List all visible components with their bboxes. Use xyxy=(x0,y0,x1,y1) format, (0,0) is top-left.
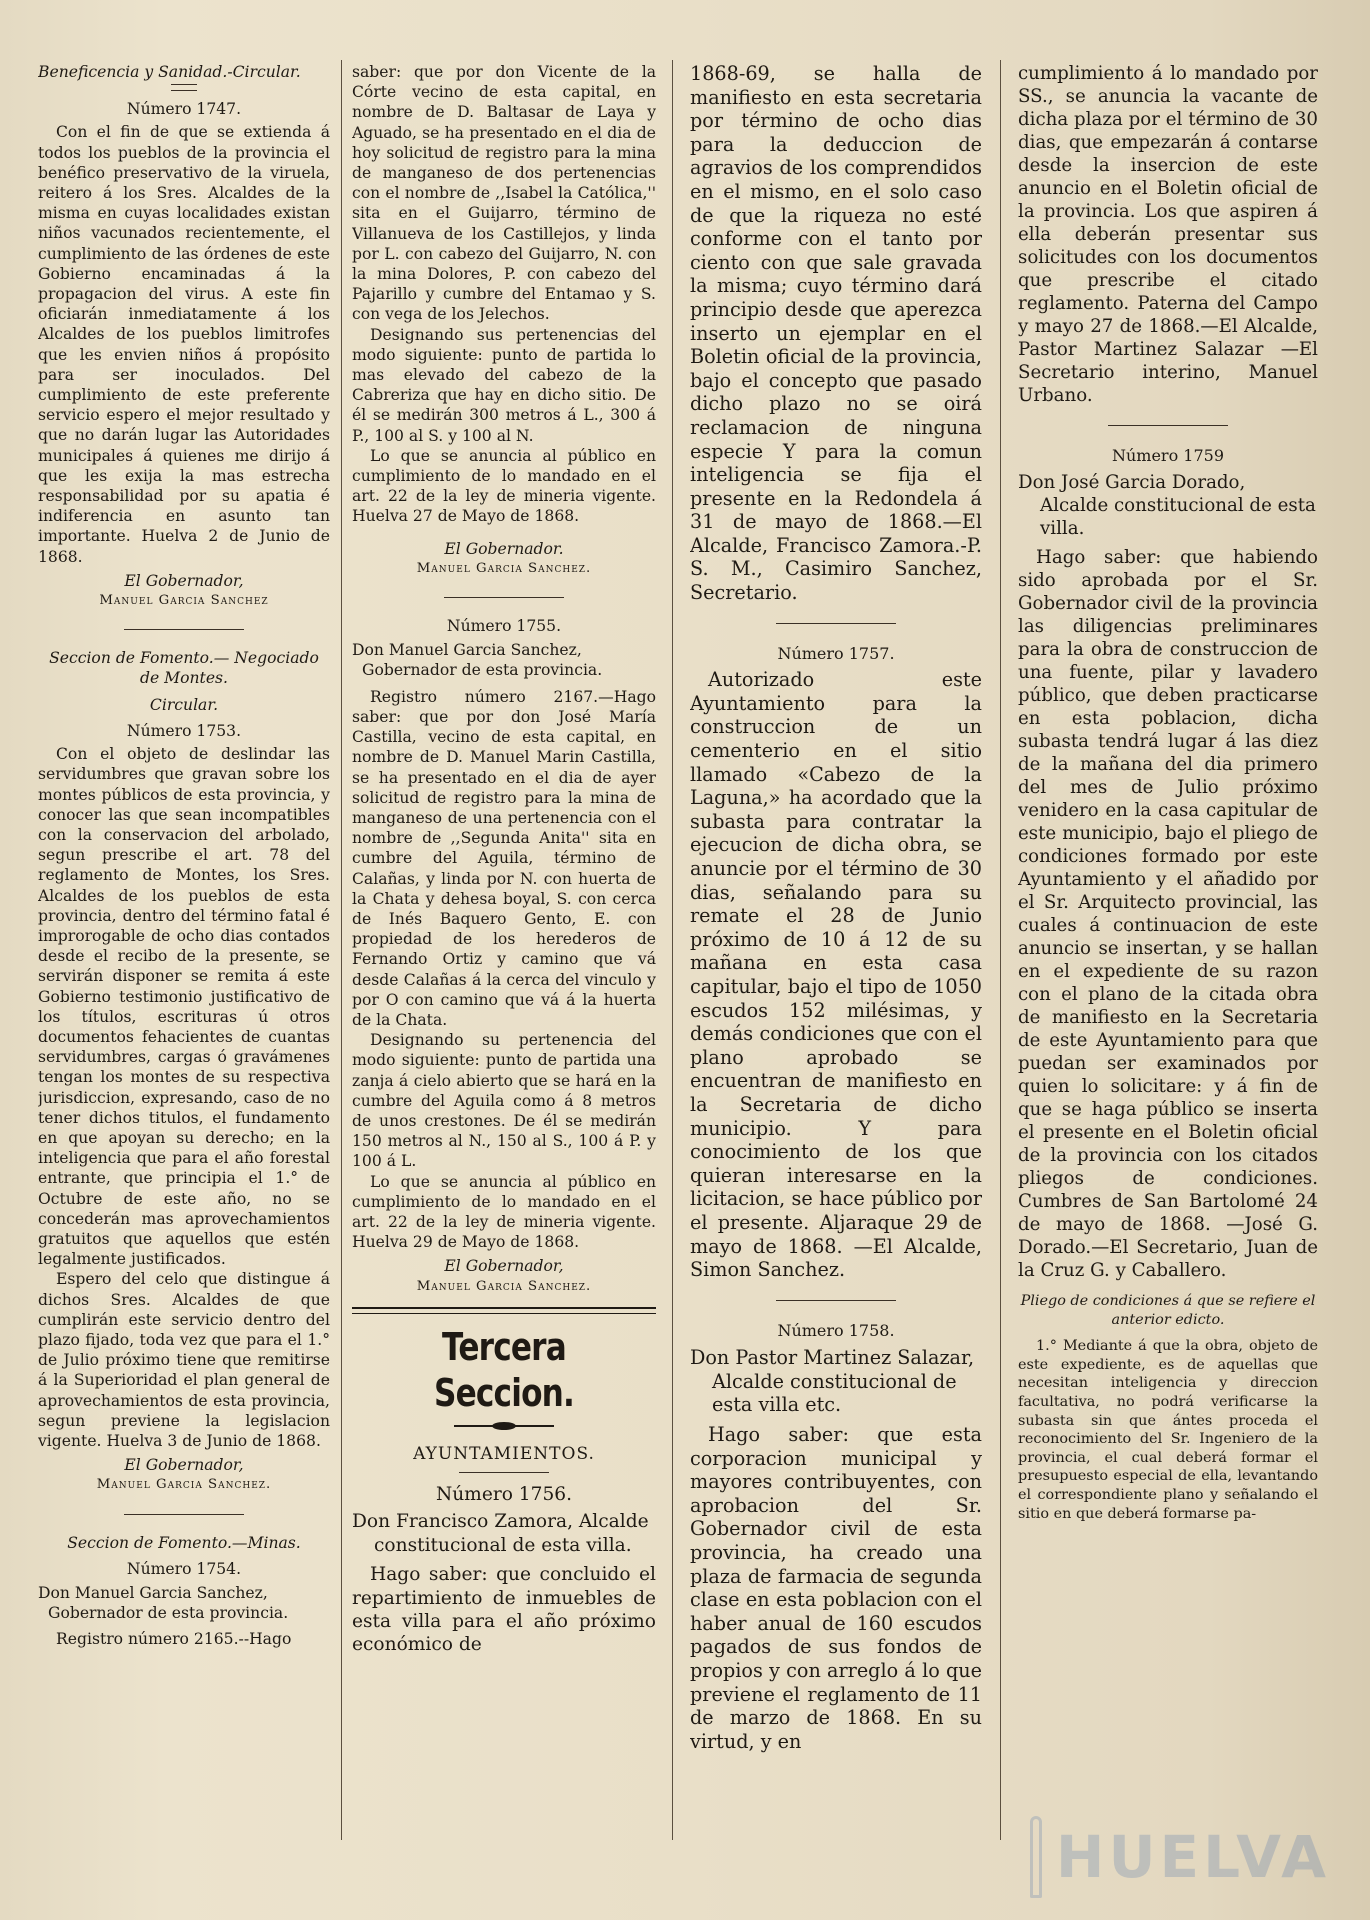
column-divider xyxy=(1000,60,1001,1840)
announcement-number: Número 1759 xyxy=(1111,446,1225,465)
announcement-body: Lo que se anuncia al público en cumplimiento de lo mandado en el art. 22 de la ley de mineria vigente. Huelva 29 de Mayo de 1868. xyxy=(352,1172,656,1252)
announcement-body: 1868-69, se halla de manifiesto en esta secretaria por término de ocho dias para la deduccion de agravios de los comprendidos en el mismo, en el solo caso de que la riqueza no esté conforme con el tanto por ciento con que sale gravada la misma; cuyo término dará principio desde que aperezca inserto un ejemplar en el Boletin oficial de la provincia, bajo el concepto que pasado dicho plazo no se oirá reclamacion de ninguna especie Y para la comun inteligencia se fija el presente en la Redondela á 31 de mayo de 1868.—El Alcalde, Francisco Zamora.-P. S. M., Casimiro Sanchez, Secretario. xyxy=(690,62,982,605)
announcement-body: Registro número 2165.--Hago xyxy=(56,1630,292,1649)
library-watermark xyxy=(1030,1812,1330,1902)
separator-rule xyxy=(124,1514,244,1515)
official-name: Don Francisco Zamora, Alcalde constitucional de esta villa. xyxy=(352,1511,649,1556)
double-rule xyxy=(171,84,197,91)
announcement-body: Registro número 2167.—Hago saber: que por don José María Castilla, vecino de esta capital, en nombre de D. Manuel Marin Castilla, se ha presentado en el dia de ayer solicitud de registro para la mina de manganeso de una pertenencia con el nombre de ,,Segunda Anita'' sita en cumbre del Aguila, término de Calañas, y linda por N. con huerta de la Chata y dehesa boyal, S. con cerca de Inés Baquero Gento, E. con propiedad de los herederos de Fernando Ortiz y camino que vá desde Calañas á la cerca del vinculo y por O con camino que vá á la huerta de la Chata. xyxy=(352,687,656,1029)
separator-rule xyxy=(1108,425,1228,426)
announcement-number: Número 1756. xyxy=(435,1483,573,1505)
section-rule xyxy=(352,1313,656,1314)
signature-title: El Gobernador, xyxy=(124,1456,244,1475)
announcement-number: Número 1754. xyxy=(126,1559,242,1578)
separator-rule xyxy=(124,629,244,630)
announcement-number: Número 1753. xyxy=(126,721,242,740)
section-rule xyxy=(352,1307,656,1309)
column-2 xyxy=(352,62,656,1902)
announcement-body: Espero del celo que distingue á dichos Sres. Alcaldes de que cumplirán este servicio dentro del plazo fijado, toda vez que para el 1.° de Julio próximo tiene que remitirse á la Superioridad el plan general de aprovechamientos de esta provincia, segun previene la legislacion vigente. Huelva 3 de Junio de 1868. xyxy=(38,1270,330,1450)
announcement-body: Con el fin de que se extienda á todos los pueblos de la provincia el benéfico preservativo de la viruela, reitero á los Sres. Alcaldes de la misma en cuyas localidades existan niños vacunados recientemente, el cumplimiento de las órdenes de este Gobierno encaminadas á la propagacion del virus. A este fin oficiarán inmediatamente á los Alcaldes de los pueblos limitrofes que les envien niños á propósito para ser inoculados. Del cumplimiento de este preferente servicio espero el mejor resultado y que no darán lugar las Autoridades municipales á quienes me dirijo á que les exija la mas estrecha responsabilidad por su apatia é indiferencia en asunto tan importante. Huelva 2 de Junio de 1868. xyxy=(38,123,330,566)
section-heading: Beneficencia y Sanidad.-Circular. xyxy=(38,63,301,81)
section-title: Tercera Seccion. xyxy=(433,1324,575,1415)
official-name: Don José Garcia Dorado, Alcalde constitucional de esta villa. xyxy=(1018,472,1316,539)
section-heading: Seccion de Fomento.—Minas. xyxy=(67,1533,301,1552)
announcement-body: Autorizado este Ayuntamiento para la construccion de un cementerio en el sitio llamado «Cabezo de la Laguna,» ha acordado que la subasta para contratar la ejecucion de dicha obra, se anuncie por el término de 30 dias, señalando para su remate el 28 de Junio próximo de 10 á 12 de su mañana en esta casa capitular, bajo el tipo de 1050 escudos 152 milésimas, y demás condiciones que con el plano aprobado se encuentran de manifiesto en la Secretaria de dicho municipio. Y para conocimiento de los que quieran interesarse en la licitacion, se hace público por el presente. Aljaraque 29 de mayo de 1868. —El Alcalde, Simon Sanchez. xyxy=(690,668,982,1282)
announcement-body: Designando sus pertenencias del modo siguiente: punto de partida lo mas elevado del cabezo de la Cabreriza que hay en dicho sitio. De él se medirán 300 metros á L., 300 á P., 100 al S. y 100 al N. xyxy=(352,325,656,445)
section-heading: Pliego de condiciones á que se refiere el anterior edicto. xyxy=(1020,1293,1316,1328)
announcement-body: saber: que por don Vicente de la Córte vecino de esta capital, en nombre de D. Baltasar de Laya y Aguado, se ha presentado en el dia de hoy solicitud de registro para la mina de manganeso de dos pertenencias con el nombre de ,,Isabel la Católica,'' sita en el Guijarro, término de Villanueva de los Castillejos, y linda por L. con cabezo del Guijarro, N. con la mina Dolores, P. con cabezo del Pajarillo y cumbre del Entamao y S. con vega de los Jelechos. xyxy=(352,63,656,324)
column-3 xyxy=(690,62,982,1902)
signature-title: El Gobernador, xyxy=(444,1257,564,1276)
announcement-body: Designando su pertenencia del modo siguiente: punto de partida una zanja á cielo abierto que se hará en la cumbre del Aguila como á 8 metros de unos crestones. De él se medirán 150 metros al N., 150 al S., 100 á P. y 100 á L. xyxy=(352,1031,656,1171)
separator-rule xyxy=(776,1300,896,1301)
announcement-number: Número 1755. xyxy=(446,617,562,636)
seal-icon xyxy=(1030,1816,1042,1898)
announcement-body: Con el objeto de deslindar las servidumbres que gravan sobre los montes públicos de esta provincia, y conocer las que sean incompatibles con la conservacion del arbolado, segun prescribe el art. 78 del reglamento de Montes, los Sres. Alcaldes de los pueblos de esta provincia, dentro del término fatal é improrogable de ocho dias contados desde el recibo de la presente, se servirán disponer se remita á este Gobierno testimonio justificativo de los títulos, escrituras ú otros documentos fehacientes de cuantas servidumbres, cargas ó gravámenes tengan los montes de su respectiva jurisdiccion, expresando, caso de no tener dichos titulos, el fundamento en que apoyan su derecho; en la inteligencia que para el año forestal entrante, que principia el 1.° de Octubre de este año, no se concederán mas aprovechamientos gratuitos que aquellos que estén legalmente justificados. xyxy=(38,745,330,1269)
column-divider xyxy=(341,60,342,1840)
signature-name: Manuel Garcia Sanchez. xyxy=(416,560,592,576)
announcement-body: cumplimiento á lo mandado por SS., se anuncia la vacante de dicha plaza por el término de 30 dias, que empezarán á contarse desde la insercion de este anuncio en el Boletin oficial de la provincia. Los que aspiren á ella deberán presentar sus solicitudes con los documentos que prescribe el citado reglamento. Paterna del Campo y mayo 27 de 1868.—El Alcalde, Pastor Martinez Salazar —El Secretario interino, Manuel Urbano. xyxy=(1018,63,1318,406)
signature-title: El Gobernador. xyxy=(444,539,564,558)
signature-name: Manuel Garcia Sanchez xyxy=(99,593,269,609)
announcement-body: Hago saber: que concluido el repartimiento de inmuebles de esta villa para el año próximo económico de xyxy=(352,1564,656,1656)
announcement-number: Número 1747. xyxy=(126,100,242,119)
section-subheading: Circular. xyxy=(149,695,219,714)
separator-rule xyxy=(459,1472,549,1473)
column-divider xyxy=(672,60,673,1840)
subsection-title: AYUNTAMIENTOS. xyxy=(413,1443,595,1464)
watermark-text: HUELVA xyxy=(1055,1823,1330,1891)
column-4 xyxy=(1018,62,1318,1902)
signature-name: Manuel Garcia Sanchez. xyxy=(96,1477,272,1493)
separator-rule xyxy=(444,597,564,598)
official-name: Don Manuel Garcia Sanchez, Gobernador de esta provincia. xyxy=(352,641,603,680)
announcement-body: 1.° Mediante á que la obra, objeto de este expediente, es de aquellas que necesitan inteligencia y direccion facultativa, no podrá verificarse la subasta sin que ántes proceda el reconocimiento del Sr. Ingeniero de la provincia, el cual deberá formar el presupuesto especial de ella, levantando el correspondiente plano y señalando el sitio en que deberá formarse pa- xyxy=(1018,1338,1318,1522)
announcement-body: Hago saber: que esta corporacion municipal y mayores contribuyentes, con aprobacion del Sr. Gobernador civil de esta provincia, ha creado una plaza de farmacia de segunda clase en esta poblacion con el haber anual de 160 escudos pagados de sus fondos de propios y con arreglo á lo que previene el reglamento de 11 de marzo de 1868. En su virtud, y en xyxy=(690,1423,982,1753)
signature-title: El Gobernador, xyxy=(124,571,244,590)
announcement-number: Número 1758. xyxy=(777,1320,895,1340)
signature-name: Manuel Garcia Sanchez. xyxy=(416,1278,592,1294)
official-name: Don Pastor Martinez Salazar, Alcalde constitucional de esta villa etc. xyxy=(690,1346,975,1417)
section-heading: Seccion de Fomento.— Negociado de Montes. xyxy=(49,649,319,688)
ornament-divider xyxy=(454,1420,554,1432)
announcement-body: Lo que se anuncia al público en cumplimiento de lo mandado en el art. 22 de la ley de mineria vigente. Huelva 27 de Mayo de 1868. xyxy=(352,446,656,526)
announcement-number: Número 1757. xyxy=(777,643,895,663)
official-name: Don Manuel Garcia Sanchez, Gobernador de esta provincia. xyxy=(38,1584,289,1623)
separator-rule xyxy=(776,623,896,624)
column-1 xyxy=(38,62,330,1902)
announcement-body: Hago saber: que habiendo sido aprobada por el Sr. Gobernador civil de la provincia las diligencias preliminares para la obra de construccion de una fuente, pilar y lavadero público, que deben practicarse en esta poblacion, dicha subasta tendrá lugar á las diez de la mañana del dia primero del mes de Julio próximo venidero en la casa capitular de este municipio, bajo el pliego de condiciones formado por este Ayuntamiento y el añadido por el Sr. Arquitecto provincial, las cuales á continuacion de este anuncio se insertan, y se hallan en el expediente de su razon con el plano de la citada obra de manifiesto en la Secretaria de este Ayuntamiento para que puedan ser examinados por quien lo solicitare: y á fin de que se haga público se inserta el presente en el Boletin oficial de la provincia con los citados pliegos de condiciones. Cumbres de San Bartolomé 24 de mayo de 1868. —José G. Dorado.—El Secretario, Juan de la Cruz G. y Caballero. xyxy=(1018,547,1318,1281)
